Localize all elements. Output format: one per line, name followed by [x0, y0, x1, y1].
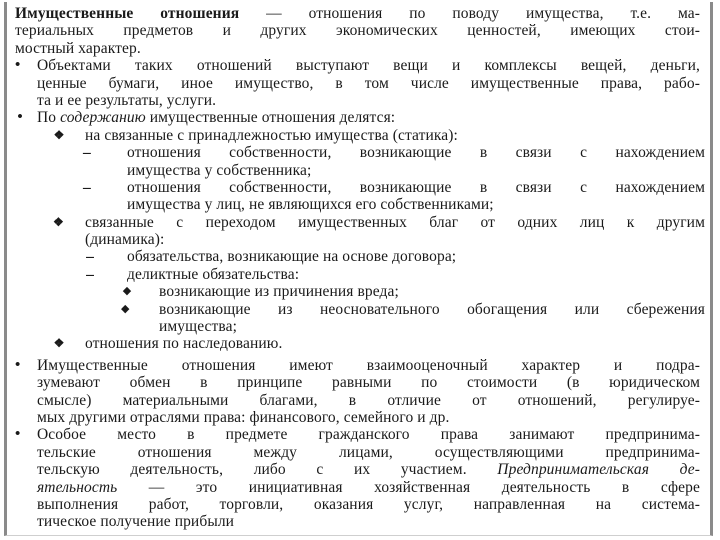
entrepreneurship-definition: — это инициативная хозяйственная деятельность в сфере — [117, 478, 700, 496]
dash-item-text: деликтные обязательства: — [127, 265, 300, 283]
definition-text: — отношения по поводу имущества, т.е. ма- — [239, 5, 700, 22]
entrepreneurship-text: тельскую деятельность, либо с их участием. — [37, 461, 467, 479]
objects-text: Объектами таких отношений выступают вещи и комплексы вещей, деньги, — [37, 57, 700, 75]
hatch-bullet-icon: ❖ — [53, 127, 65, 142]
hatch-bullet-icon: ❖ — [53, 336, 65, 351]
entrepreneurship-line — [37, 461, 700, 478]
statics-dash-item — [83, 144, 705, 162]
tort-sub-item-cont: имущества; — [159, 318, 238, 336]
dash-item-text: отношения собственности, возникающие в связи с нахождением — [127, 178, 705, 196]
statics-dash-item-cont: имущества у собственника; — [127, 161, 312, 179]
objects-line: та и ее результаты, услуги. — [37, 91, 217, 109]
statics-item — [53, 126, 705, 144]
document-page — [4, 2, 713, 536]
bullet-icon: • — [15, 356, 21, 373]
entrepreneurship-line: выполнения работ, торговли, оказания услуг, направленная на система- — [37, 495, 700, 513]
entrepreneurship-text: Особое место в предмете гражданского права занимают предпринима- — [37, 426, 700, 444]
objects-line: ценные бумаги, иное имущество, в том числе имущественные права, рабо- — [37, 74, 700, 92]
equivalence-line — [15, 356, 700, 374]
sub-item-text: возникающие из неосновательного обогащения или сбережения — [159, 300, 705, 318]
content-suffix: имущественные отношения делятся: — [145, 109, 396, 127]
statics-dash-item — [83, 178, 705, 196]
statics-text: на связанные с принадлежностью имущества (статика): — [85, 126, 458, 144]
bullet-icon: • — [17, 109, 23, 126]
dynamics-text: связанные с переходом имущественных благ от одних лиц к другим — [85, 213, 705, 231]
inheritance-text: отношения по наследованию. — [85, 335, 283, 353]
content-italic-word: содержанию — [60, 109, 146, 127]
content-heading — [17, 109, 700, 127]
inheritance-item — [53, 335, 705, 353]
bullet-icon: • — [15, 57, 21, 74]
dynamics-dash-item — [86, 248, 705, 266]
equivalence-line: смысле) материальными благами, в отличие от отношений, регулируе- — [37, 391, 700, 409]
sub-item-text: возникающие из причинения вреда; — [159, 283, 399, 301]
statics-dash-item-cont: имущества у лиц, не являющихся его собственниками; — [127, 196, 494, 214]
diamond-bullet-icon: ◆ — [121, 302, 130, 315]
dash-item-text: отношения собственности, возникающие в связи с нахождением — [127, 144, 705, 162]
diamond-bullet-icon: ◆ — [122, 285, 132, 298]
dash-icon: – — [86, 265, 94, 283]
equivalence-line: мых другими отраслями права: финансового, семейного и др. — [37, 408, 450, 426]
document-text — [15, 5, 705, 531]
entrepreneurship-term: Предпринимательская де- — [497, 461, 700, 479]
definition-term: Имущественные отношения — [15, 5, 240, 22]
definition-line: мостный характер. — [15, 39, 141, 57]
hatch-bullet-icon: ❖ — [53, 214, 64, 229]
dynamics-item-cont: (динамика): — [85, 231, 165, 249]
entrepreneurship-line — [37, 479, 700, 496]
entrepreneurship-line: тельские отношения между лицами, осуществляющими предпринима- — [37, 443, 700, 461]
dash-item-text: обязательства, возникающие на основе договора; — [127, 248, 457, 266]
dynamics-item — [53, 213, 705, 231]
entrepreneurship-term: ятельность — [37, 478, 118, 496]
equivalence-text: Имущественные отношения имеют взаимооценочный характер и подра- — [37, 356, 700, 374]
tort-sub-item — [122, 283, 705, 301]
dash-icon: – — [83, 178, 91, 196]
dash-icon: – — [86, 248, 94, 266]
definition-line — [15, 5, 700, 22]
equivalence-line: зумевают обмен в принципе равными по стоимости (в юридическом — [37, 374, 700, 392]
tort-sub-item — [121, 300, 705, 318]
entrepreneurship-line: тическое получение прибыли — [37, 513, 235, 531]
definition-line: териальных предметов и других экономических ценностей, имеющих стои- — [15, 22, 700, 40]
dynamics-dash-item — [86, 265, 705, 283]
bullet-icon: • — [15, 426, 21, 443]
entrepreneurship-line — [15, 426, 700, 444]
dash-icon: – — [83, 144, 91, 162]
objects-line — [15, 57, 700, 75]
content-prefix: По — [37, 109, 61, 127]
